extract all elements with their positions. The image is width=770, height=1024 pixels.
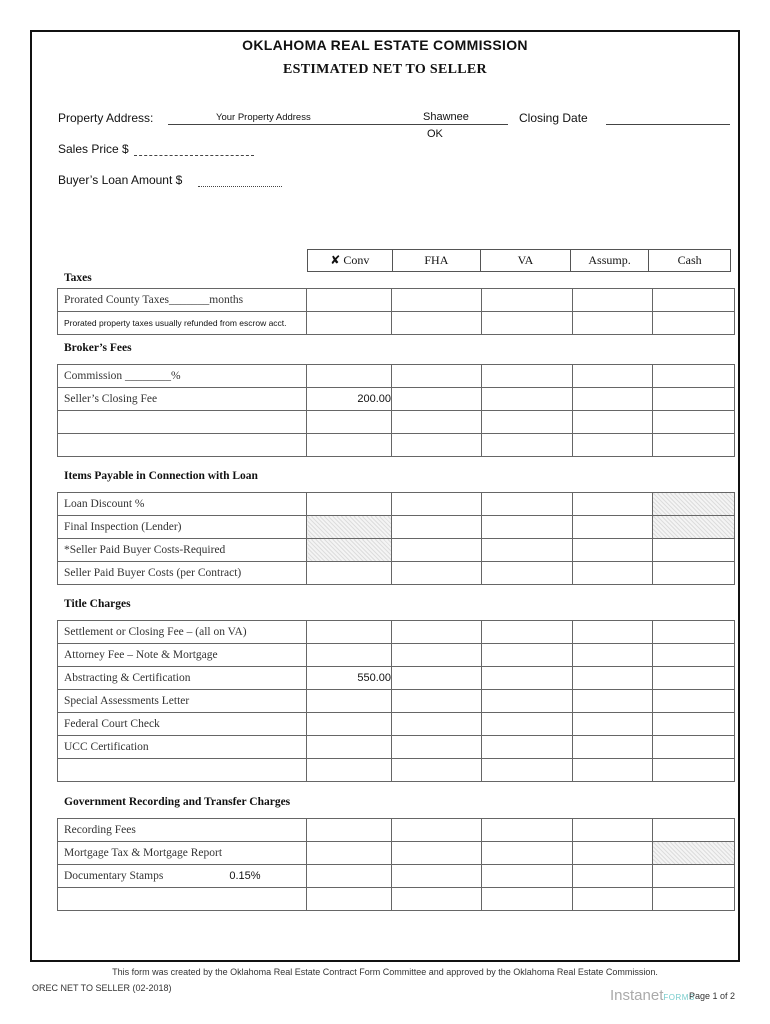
table-row: Special Assessments Letter (58, 690, 735, 713)
table-row (58, 289, 735, 312)
loan-items-heading: Items Payable in Connection with Loan (64, 470, 258, 482)
table-row: Federal Court Check (58, 713, 735, 736)
brokers-heading: Broker’s Fees (64, 342, 132, 354)
table-row: Documentary Stamps 0.15% (58, 865, 735, 888)
table-row (58, 888, 735, 911)
form-id: OREC NET TO SELLER (02-2018) (32, 983, 172, 993)
page-number: Page 1 of 2 (689, 991, 736, 1001)
closing-date-field[interactable] (606, 110, 730, 125)
stamp-rate[interactable]: 0.15% (229, 870, 261, 882)
table-row: Commission ________% (58, 365, 735, 388)
col-assump[interactable]: Assump. (570, 250, 649, 271)
county-value[interactable]: Shawnee (423, 111, 469, 123)
buyer-loan-label: Buyer’s Loan Amount $ (58, 173, 183, 187)
row-label: Prorated property taxes usually refunded from escrow acct. (58, 312, 307, 335)
table-row: Settlement or Closing Fee – (all on VA) (58, 621, 735, 644)
col-fha[interactable]: FHA (392, 250, 481, 271)
table-row (58, 759, 735, 782)
col-va[interactable]: VA (480, 250, 570, 271)
table-row: Recording Fees (58, 819, 735, 842)
taxes-table (57, 288, 735, 335)
col-cash[interactable]: Cash (648, 250, 730, 271)
table-row: Loan Discount % (58, 493, 735, 516)
table-row: UCC Certification (58, 736, 735, 759)
title-charges-table (57, 620, 735, 782)
brokers-table (57, 364, 735, 457)
table-row (58, 312, 735, 335)
sales-price-field[interactable] (134, 141, 254, 156)
loan-items-table (57, 492, 735, 585)
table-row: Seller’s Closing Fee 200.00 (58, 388, 735, 411)
row-label: Prorated County Taxes_______months (58, 289, 307, 312)
instanet-logo: InstanetFORMS (610, 987, 695, 1004)
form-title: ESTIMATED NET TO SELLER (283, 62, 487, 77)
government-heading: Government Recording and Transfer Charges (64, 796, 291, 808)
table-row: Abstracting & Certification 550.00 (58, 667, 735, 690)
table-row: Final Inspection (Lender) (58, 516, 735, 539)
footer-note: This form was created by the Oklahoma Real Estate Contract Form Committee and approved by the Oklahoma Real Estate Commission. (112, 967, 658, 977)
government-table (57, 818, 735, 911)
buyer-loan-field[interactable] (198, 172, 282, 187)
col-conv[interactable]: ✘ Conv (330, 253, 370, 267)
table-row (58, 434, 735, 457)
taxes-heading: Taxes (64, 272, 92, 284)
table-row: Seller Paid Buyer Costs (per Contract) (58, 562, 735, 585)
property-address-label: Property Address: (58, 111, 154, 125)
sellers-closing-fee-conv[interactable]: 200.00 (307, 388, 392, 411)
loan-type-header (307, 249, 731, 272)
table-row: *Seller Paid Buyer Costs-Required (58, 539, 735, 562)
title-charges-heading: Title Charges (64, 598, 131, 610)
state-value[interactable]: OK (427, 128, 443, 140)
closing-date-label: Closing Date (519, 111, 588, 125)
property-address-value[interactable]: Your Property Address (216, 112, 311, 123)
abstracting-conv[interactable]: 550.00 (307, 667, 392, 690)
table-row: Attorney Fee – Note & Mortgage (58, 644, 735, 667)
sales-price-label: Sales Price $ (58, 142, 129, 156)
table-row (58, 411, 735, 434)
table-row: Mortgage Tax & Mortgage Report (58, 842, 735, 865)
commission-title: OKLAHOMA REAL ESTATE COMMISSION (242, 37, 528, 53)
